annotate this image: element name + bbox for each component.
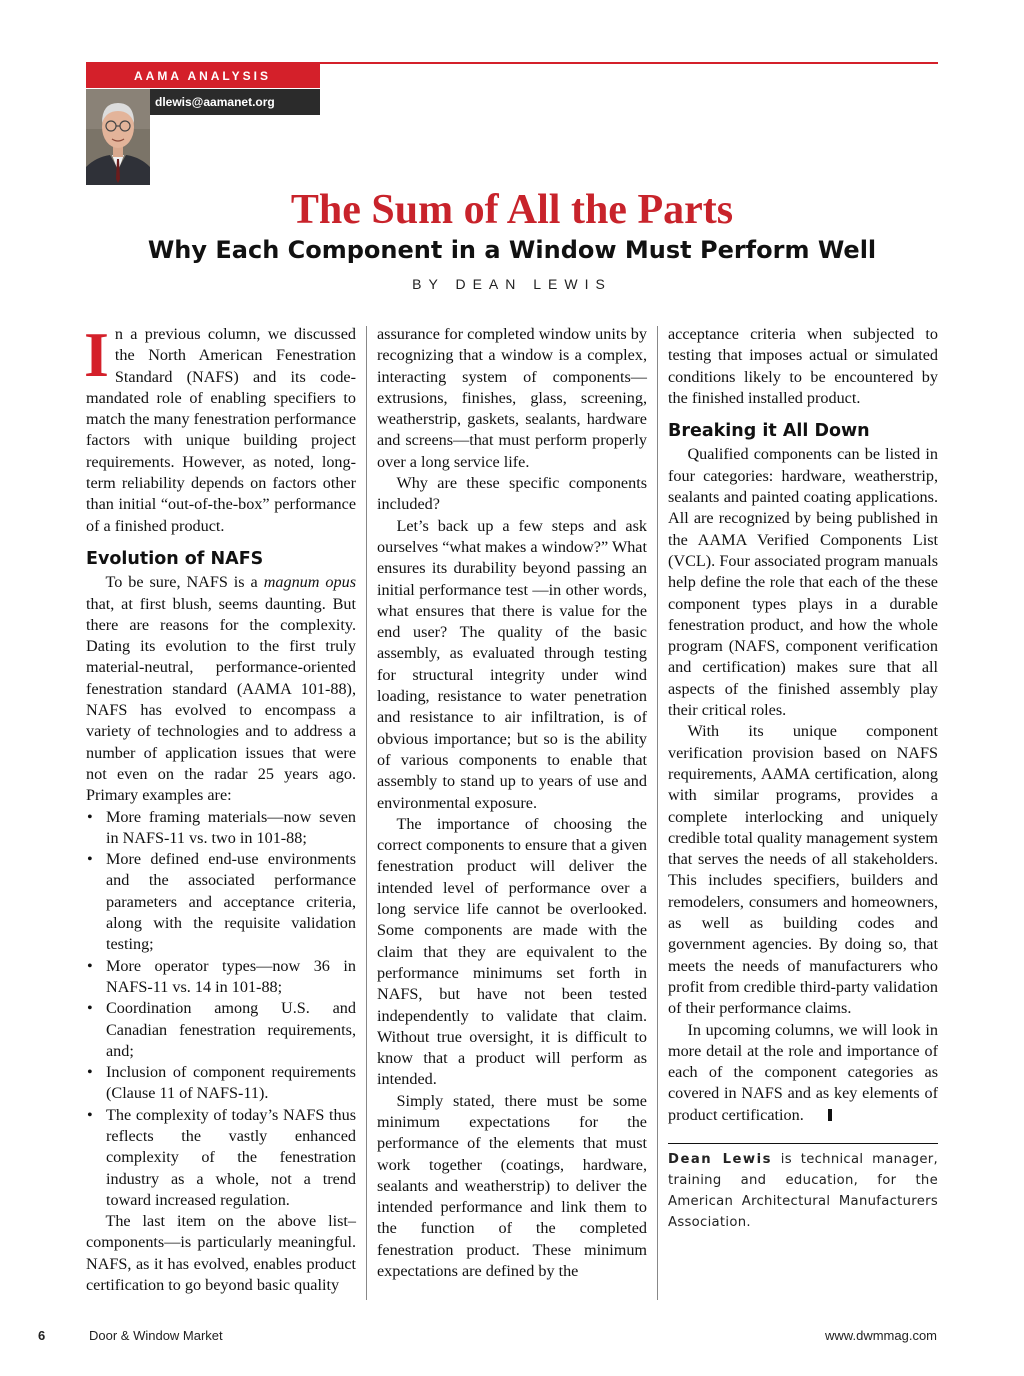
article-subtitle: Why Each Component in a Window Must Perform Well	[147, 236, 877, 264]
section-heading-breaking-down: Breaking it All Down	[668, 421, 870, 442]
closing-paragraph: In upcoming columns, we will look in more detail at the role and importance of each of the component categories as covered in NAFS and as key elements of product certification.	[668, 1020, 938, 1124]
column-divider	[366, 326, 367, 1300]
author-email[interactable]: dlewis@aamanet.org	[155, 95, 275, 109]
website-link[interactable]: www.dwmmag.com	[825, 1328, 937, 1343]
intro-paragraph: In a previous column, we discussed the North American Fenestration Standard (NAFS) and its code-mandated role of enabling specifiers to match the many fenestration performance factors with unique building project requirements. However, as noted, long-term reliability depends on factors other than initial “out-of-the-box” performance of a finished product.	[84, 319, 356, 535]
body-paragraph: To be sure, NAFS is a magnum opus that, at first blush, seems daunting. But there are reasons for the complexity. Dating its evolution to the first truly material-neutral, performance-oriented fenestration standard (AAMA 101-88), NAFS has evolved to encompass a variety of technologies and to address a number of application issues that were not even on the radar 25 years ago. Primary examples are:	[86, 573, 356, 805]
author-bio: Dean Lewis is technical manager, training and education, for the American Architectural Manufacturers Association.	[668, 1151, 938, 1230]
bio-rule	[668, 1143, 938, 1144]
page-number: 6	[38, 1328, 46, 1343]
body-paragraph: Qualified components can be listed in four categories: hardware, weatherstrip, sealants and painted coating applications. All are recognized by being published in the AAMA Verified Components List (VCL). Four associated program manuals help define the role that each of the these component types plays in a durable fenestration product, and how the whole program (NAFS, component verification and certification) makes sure that all aspects of the finished assembly play their critical roles.	[668, 445, 938, 720]
author-photo	[86, 89, 150, 185]
body-paragraph: acceptance criteria when subjected to testing that imposes actual or simulated conditions likely to be encountered by the finished installed product.	[668, 325, 938, 407]
body-paragraph: Let’s back up a few steps and ask ourselves “what makes a window?” What ensures its durability beyond passing an initial performance test —in other words, what ensures that there is value for the end user? The quality of the basic assembly, as evaluated through testing for structural integrity under wind loading, resistance to water penetration and resistance to air infiltration, is of obvious importance; but so is the ability of various components to enable that assembly to stand up to years of use and environmental exposure.	[377, 516, 647, 812]
end-mark	[828, 1109, 832, 1121]
body-paragraph-continued: assurance for completed window units by recognizing that a window is a complex, interacting system of components—extrusions, finishes, glass, screening, weatherstrip, gaskets, sealants, hardware and screens—that must perform properly over a long service life.	[377, 325, 647, 471]
list-item: • Coordination among U.S. and Canadian fenestration requirements, and;	[86, 998, 356, 1062]
body-paragraph: Simply stated, there must be some minimum expectations for the performance of the elements that must work together (coatings, hardware, sealants and weatherstrip) to deliver the intended performance and link them to the function of the completed fenestration product. These minimum expectations are defined by the	[377, 1091, 647, 1281]
magazine-name: Door & Window Market	[89, 1328, 223, 1343]
drop-cap: I	[84, 319, 109, 390]
column-2	[377, 324, 647, 1282]
examples-list	[86, 807, 356, 1212]
article-byline: BY DEAN LEWIS	[412, 276, 612, 292]
body-paragraph: With its unique component verification provision based on NAFS requirements, AAMA certification, along with similar programs, provides a complete interlocking and uniquely credible total quality management system that serves the needs of all stakeholders. This includes specifiers, builders and remodelers, consumers and homeowners, as well as building codes and government agencies. By doing so, that meets the needs of manufacturers who profit from credible third-party validation of their performance claims.	[668, 722, 938, 1018]
author-name: Dean Lewis	[668, 1151, 772, 1167]
body-paragraph-continued: The last item on the above list–components—is particularly meaningful. NAFS, as it has evolved, enables product certification to go beyond basic quality	[86, 1212, 356, 1295]
column-1	[84, 319, 356, 1296]
column-divider	[657, 326, 658, 1300]
list-item: • More framing materials—now seven in NAFS-11 vs. two in 101-88;	[86, 807, 356, 850]
article-title: The Sum of All the Parts	[290, 187, 734, 233]
list-item: • More defined end-use environments and the associated performance parameters and acceptance criteria, along with the requisite validation testing;	[86, 849, 356, 955]
body-paragraph: The importance of choosing the correct components to ensure that a given fenestration product will deliver the intended level of performance over a long service life cannot be overlooked. Some components are made with the claim that they are equivalent to the performance minimums set forth in NAFS, but have not been tested independently to validate that claim. Without true oversight, it is difficult to know that a product will perform as intended.	[377, 814, 647, 1089]
section-label: AAMA ANALYSIS	[134, 69, 272, 83]
list-item: • Inclusion of component requirements (Clause 11 of NAFS-11).	[86, 1062, 356, 1105]
body-paragraph: Why are these specific components included?	[377, 474, 647, 514]
section-heading-evolution: Evolution of NAFS	[86, 548, 264, 569]
column-3	[668, 324, 938, 1233]
list-item: • The complexity of today’s NAFS thus reflects the vastly enhanced complexity of the fenestration industry as a whole, not a trend toward increased regulation.	[86, 1105, 356, 1211]
list-item: • More operator types—now 36 in NAFS-11 vs. 14 in 101-88;	[86, 956, 356, 999]
